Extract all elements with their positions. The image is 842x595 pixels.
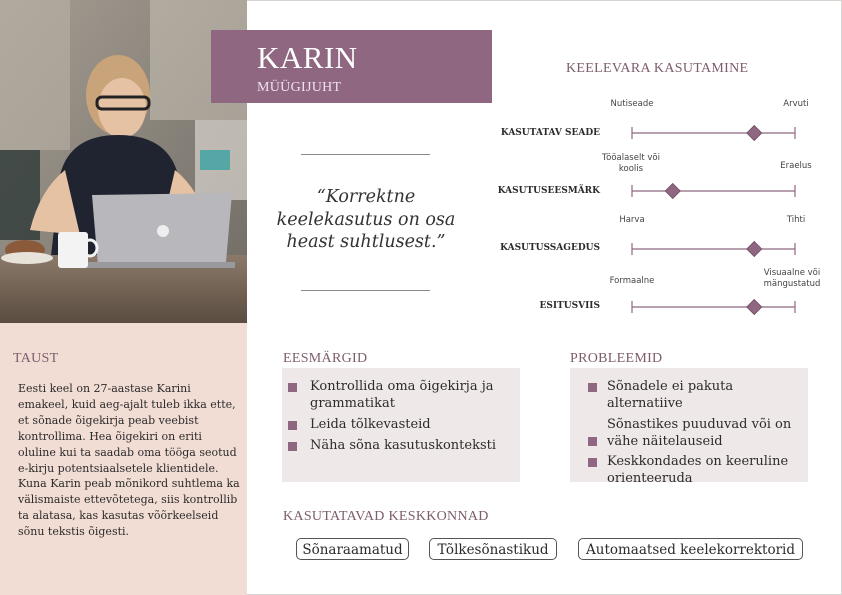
bullet-square-icon bbox=[288, 383, 297, 392]
background-title: TAUST bbox=[13, 351, 59, 366]
environments-title: KASUTATAVAD KESKKONNAD bbox=[283, 509, 489, 524]
scale-label-presentation: ESITUSVIIS bbox=[539, 301, 600, 311]
scale-label-purpose: KASUTUSEESMÄRK bbox=[497, 186, 600, 196]
scale-left-device: Nutiseade bbox=[610, 99, 654, 109]
scale-right-purpose: Eraelus bbox=[780, 161, 812, 171]
goal-item: Leida tõlkevasteid bbox=[282, 417, 520, 434]
bullet-square-icon bbox=[288, 421, 297, 430]
environment-tag-translation: Tõlkesõnastikud bbox=[429, 538, 557, 560]
goal-item: Näha sõna kasutuskonteksti bbox=[282, 438, 520, 455]
scale-label-frequency: KASUTUSSAGEDUS bbox=[500, 243, 600, 253]
bullet-square-icon bbox=[588, 458, 597, 467]
scales-title: KEELEVARA KASUTAMINE bbox=[566, 61, 749, 76]
scale-marker-icon bbox=[747, 126, 762, 141]
problem-item: Sõnadele ei pakuta alternatiive bbox=[570, 379, 808, 412]
goals-title: EESMÄRGID bbox=[283, 351, 368, 366]
scale-marker-icon bbox=[747, 242, 762, 257]
problem-item: Keskkondades on keeruline orienteeruda bbox=[570, 454, 808, 487]
goal-item: Kontrollida oma õigekirja ja grammatikat bbox=[282, 379, 520, 412]
persona-name: KARIN bbox=[257, 40, 358, 75]
problems-title: PROBLEEMID bbox=[570, 351, 663, 366]
background-text: Eesti keel on 27-aastase Karini emakeel, kuid aeg-ajalt tuleb ikka ette, et sõnade õigekirja peab veebist kontrollima. Hea õigekiri on eriti oluline kui ta saadab oma tööga seotud e-kirju potentsiaalsetele klientidele. Kuna Karin peab mõnikord suhtlema ka välismaiste ettevõtetega, siis kontrollib ta alatasa, kas kasutas võõrkeelseid sõnu tekstis õigesti. bbox=[18, 382, 240, 539]
scale-left-purpose: Tööalaselt või koolis bbox=[602, 153, 660, 174]
bullet-square-icon bbox=[588, 383, 597, 392]
scale-right-presentation: Visuaalne või mängustatud bbox=[763, 268, 821, 289]
scale-right-device: Arvuti bbox=[783, 99, 809, 109]
environment-tag-correctors: Automaatsed keelekorrektorid bbox=[578, 538, 803, 560]
scale-marker-icon bbox=[665, 184, 680, 199]
scale-left-frequency: Harva bbox=[619, 215, 645, 225]
scale-label-device: KASUTATAV SEADE bbox=[500, 128, 600, 138]
persona-quote: “Korrektne keelekasutus on osa heast suhtlusest.” bbox=[276, 187, 456, 252]
problem-item: Sõnastikes puuduvad või on vähe näitelauseid bbox=[570, 417, 808, 450]
environment-tag-dictionaries: Sõnaraamatud bbox=[296, 538, 409, 560]
scale-left-presentation: Formaalne bbox=[609, 276, 655, 286]
bullet-square-icon bbox=[588, 437, 597, 446]
bullet-square-icon bbox=[288, 442, 297, 451]
problems-box bbox=[570, 368, 808, 486]
goals-list bbox=[282, 379, 520, 454]
persona-role: MÜÜGIJUHT bbox=[257, 80, 342, 95]
scale-marker-icon bbox=[747, 300, 762, 315]
scale-right-frequency: Tihti bbox=[786, 215, 806, 225]
goals-box bbox=[282, 368, 520, 482]
problems-list bbox=[570, 379, 808, 487]
